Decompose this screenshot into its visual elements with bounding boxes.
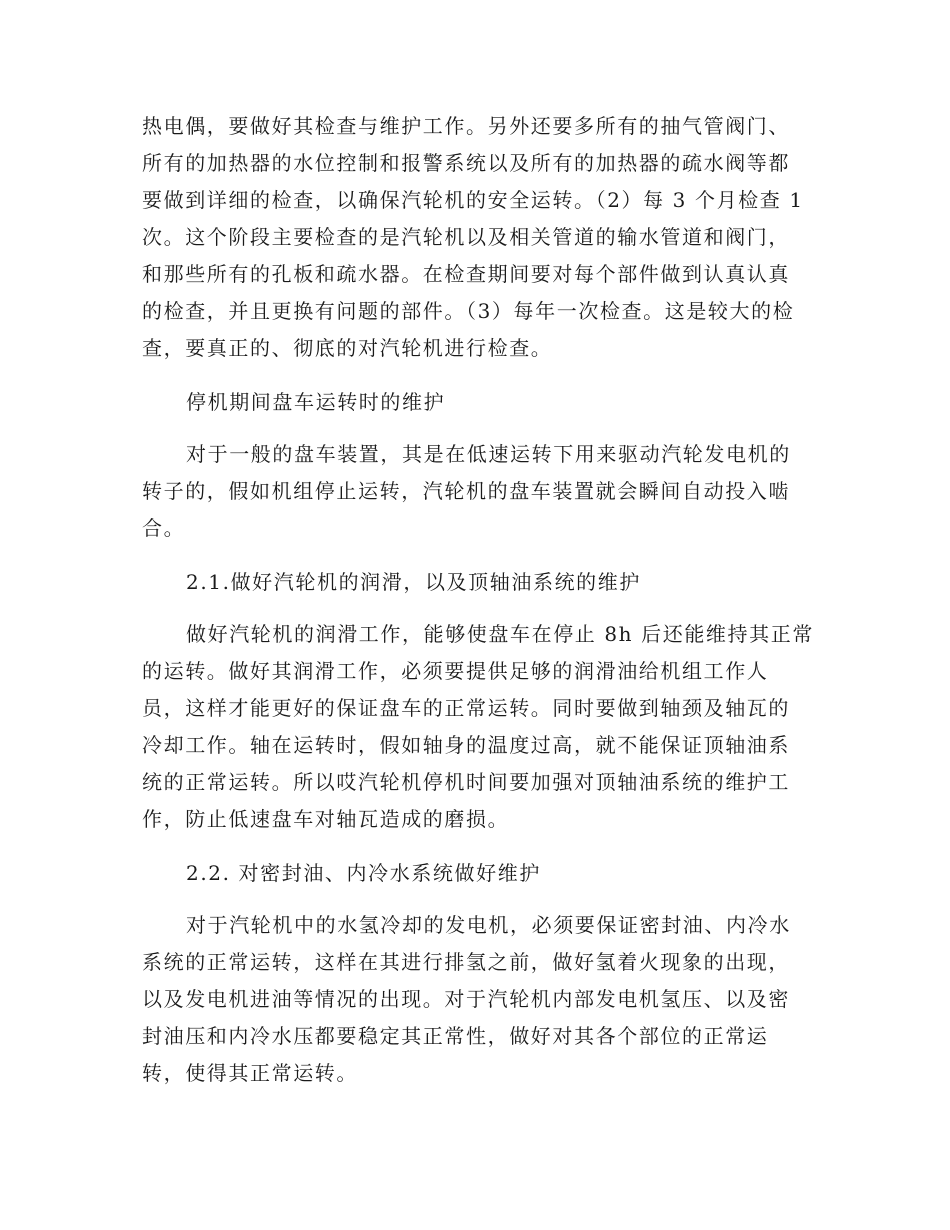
section-heading: 停机期间盘车运转时的维护 bbox=[186, 390, 446, 414]
text-line: 转子的，假如机组停止运转，汽轮机的盘车装置就会瞬间自动投入啮 bbox=[142, 479, 790, 503]
text-line: 对于汽轮机中的水氢冷却的发电机，必须要保证密封油、内冷水 bbox=[186, 913, 791, 937]
text-line: 做好汽轮机的润滑工作，能够使盘车在停止 8h 后还能维持其正常 bbox=[186, 622, 814, 646]
text-line: 所有的加热器的水位控制和报警系统以及所有的加热器的疏水阀等都 bbox=[142, 151, 790, 175]
text-line: 的检查，并且更换有问题的部件。（3）每年一次检查。这是较大的检 bbox=[142, 299, 795, 323]
text-line: 员，这样才能更好的保证盘车的正常运转。同时要做到轴颈及轴瓦的 bbox=[142, 696, 790, 720]
text-line: 作，防止低速盘车对轴瓦造成的磨损。 bbox=[142, 807, 510, 831]
text-line: 合。 bbox=[142, 516, 186, 540]
text-line: 查，要真正的、彻底的对汽轮机进行检查。 bbox=[142, 336, 553, 360]
text-line: 统的正常运转。所以哎汽轮机停机时间要加强对顶轴油系统的维护工 bbox=[142, 770, 790, 794]
text-line: 封油压和内冷水压都要稳定其正常性，做好对其各个部位的正常运 bbox=[142, 1024, 769, 1048]
text-line: 要做到详细的检查，以确保汽轮机的安全运转。（2）每 3 个月检查 1 bbox=[142, 188, 804, 212]
text-line: 的运转。做好其润滑工作，必须要提供足够的润滑油给机组工作人 bbox=[142, 659, 769, 683]
text-line: 次。这个阶段主要检查的是汽轮机以及相关管道的输水管道和阀门， bbox=[142, 225, 790, 249]
text-line: 转，使得其正常运转。 bbox=[142, 1061, 358, 1085]
text-line: 热电偶，要做好其检查与维护工作。另外还要多所有的抽气管阀门、 bbox=[142, 114, 790, 138]
text-line: 系统的正常运转，这样在其进行排氢之前，做好氢着火现象的出现， bbox=[142, 950, 790, 974]
section-heading-2-2: 2.2. 对密封油、内冷水系统做好维护 bbox=[186, 861, 541, 885]
text-line: 和那些所有的孔板和疏水器。在检查期间要对每个部件做到认真认真 bbox=[142, 262, 790, 286]
text-line: 冷却工作。轴在运转时，假如轴身的温度过高，就不能保证顶轴油系 bbox=[142, 733, 790, 757]
text-line: 以及发电机进油等情况的出现。对于汽轮机内部发电机氢压、以及密 bbox=[142, 987, 790, 1011]
section-heading-2-1: 2.1.做好汽轮机的润滑，以及顶轴油系统的维护 bbox=[186, 570, 641, 594]
text-line: 对于一般的盘车装置，其是在低速运转下用来驱动汽轮发电机的 bbox=[186, 442, 791, 466]
